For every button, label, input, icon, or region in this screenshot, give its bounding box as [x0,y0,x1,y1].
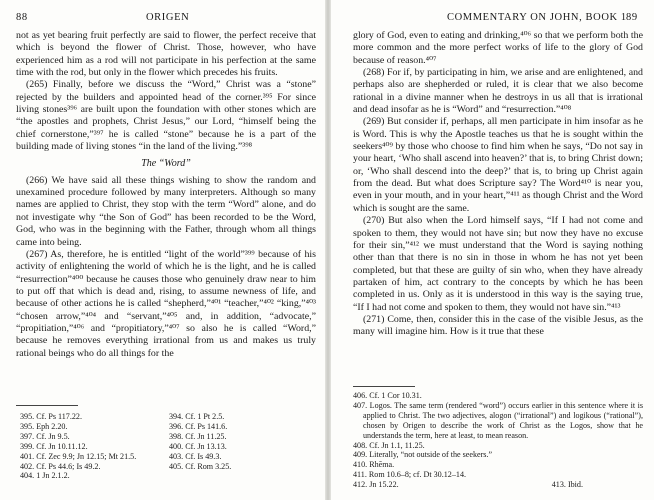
footnote: 395. Cf. Ps 117.22. [20,412,82,421]
footnote: 406. Cf. 1 Cor 10.31. [353,391,422,400]
running-head: ORIGEN [146,12,190,23]
paragraph: (268) For if, by participating in him, we arise and are enlightened, and perhaps also are shepherded or ruled, it is clear that we also become rational in a divine manner when he destroys in us all that is irrational and dead insofar as he is “Word” and “resurrection.”⁴⁰⁸ [353,67,643,116]
footnote: 408. Cf. Jn 1.1, 11.25. [353,440,425,450]
paragraph: not as yet bearing fruit perfectly are said to flower, the perfect receive that which is beyond the flower of Christ. Those, however, who have experienced him as a rod will not participate in his perfection at the same time with the rod, but only in the flower which precedes his fruits. [16,30,316,79]
footnote-rule [16,405,78,406]
footnote-rule [353,386,415,387]
footnote: 402. Cf. Ps 44.6; Is 49.2. [20,461,101,471]
footnote: 399. Cf. Jn 10.11.12. [20,441,88,451]
footnote: 409. Literally, “not outside of the seekers.” [353,450,493,460]
main-text [16,30,316,360]
footnote: 411. Rom 10.6–8; cf. Dt 30.12–14. [353,470,467,480]
footnote: 405. Cf. Rom 3.25. [169,461,232,471]
running-head: COMMENTARY ON JOHN, BOOK 1 [447,12,627,23]
footnote: 410. Rhēma. [353,460,395,470]
footnote: 398. Cf. Jn 11.25. [169,431,227,441]
footnote: 403. Cf. Is 49.3. [169,451,222,461]
footnotes [353,391,643,490]
paragraph: (270) But also when the Lord himself says, “If I had not come and spoken to them, they would not have sin; but now they have no excuse for their sin,”⁴¹² we must understand that the Word is saying nothing other than that there is no sin in those in whom he has not yet been completed, but that these are guilty of sin who, when they have already partaken of him, act contrary to the concepts by which he has been completed in us. Only as it is understood in this way is the saying true, “If I had not come and spoken to them, they would not have sin.”⁴¹³ [353,215,643,313]
footnote: 396. Cf. Ps 141.6. [169,421,228,431]
footnote: 394. Cf. 1 Pt 2.5. [169,412,225,421]
section-heading: The “Word” [141,158,191,170]
page-number: 88 [16,12,28,23]
paragraph: (265) Finally, before we discuss the “Word,” Christ was a “stone” rejected by the builders and appointed head of the corner.³⁹⁵ For since living stones³⁹⁶ are built upon the foundation with other stones which are “the apostles and prophets, Christ Jesus,” our Lord, “himself being the chief cornerstone,”³⁹⁷ he is called “stone” because he is a part of the building made of living stones “in the land of the living.”³⁹⁸ [16,79,316,153]
footnote-column [20,412,150,481]
left-page [0,0,325,500]
paragraph: (267) As, therefore, he is entitled “light of the world”³⁹⁹ because of his activity of enlightening the world of which he is the light, and he is called “resurrection”⁴⁰⁰ because he causes those who genuinely draw near to him to put off that which is dead and, rising, to assume newness of life, and because of other actions he is called “shepherd,”⁴⁰¹ “teacher,”⁴⁰² “king,”⁴⁰³ “chosen arrow,”⁴⁰⁴ and “servant,”⁴⁰⁵ and, in addition, “advocate,” “propitiation,”⁴⁰⁶ and “propitiatory,”⁴⁰⁷ so also he is called “Word,” because he removes everything irrational from us and makes us truly rational beings who do all things for the [16,248,316,359]
footnote: 397. Cf. Jn 9.5. [20,431,70,441]
paragraph: (269) But consider if, perhaps, all men participate in him insofar as he is Word. This is why the Apostle teaches us that he is sought within the seekers⁴⁰⁹ by those who choose to find him when he says, “Do not say in your heart, ‘Who shall ascend into heaven?’ that is, to bring Christ down; or, ‘Who shall descend into the deep?’ that is, to bring up Christ again from the dead. But what does Scripture say? The Word⁴¹⁰ is near you, even in your mouth, and in your heart,”⁴¹¹ as though Christ and the Word which is sought are the same. [353,116,643,214]
footnote: 395. Eph 2.20. [20,421,68,431]
footnote: 412. Jn 15.22. [353,480,399,490]
footnote: 404. 1 Jn 2.1.2. [20,471,70,481]
page-number: 89 [626,12,638,23]
footnote: 407. Logos. The same term (rendered “word”) occurs earlier in this sentence where it is applied to Christ. The two adjectives, alogon (“irrational”) and logikous (“rational”), chosen by Origen to describe the work of Christ as the Logos, show that he understands the term, here at least, to mean reason. [353,400,643,440]
main-text [353,30,643,339]
footnote: 401. Cf. Zec 9.9; Jn 12.15; Mt 21.5. [20,451,137,461]
footnote-column [169,412,299,471]
paragraph: (271) Come, then, consider this in the case of the visible Jesus, as the many will imagine him. How is it true that these [353,313,643,338]
footnote: 400. Cf. Jn 13.13. [169,441,227,451]
footnote: 413. Ibid. [551,480,583,490]
paragraph: glory of God, even to eating and drinking,⁴⁰⁶ so that we perform both the more common and the more perfect works of life to the glory of God because of reason.⁴⁰⁷ [353,30,643,66]
right-page [331,0,654,500]
footnote-row [353,480,643,490]
paragraph: (266) We have said all these things wishing to show the random and unexamined procedure followed by many interpreters. Although so many names are applied to Christ, they stop with the term “Word” alone, and do not investigate why “the Son of God” has been recorded to be the Word, God, who was in the beginning with the Father, through whom all things came into being. [16,174,316,248]
